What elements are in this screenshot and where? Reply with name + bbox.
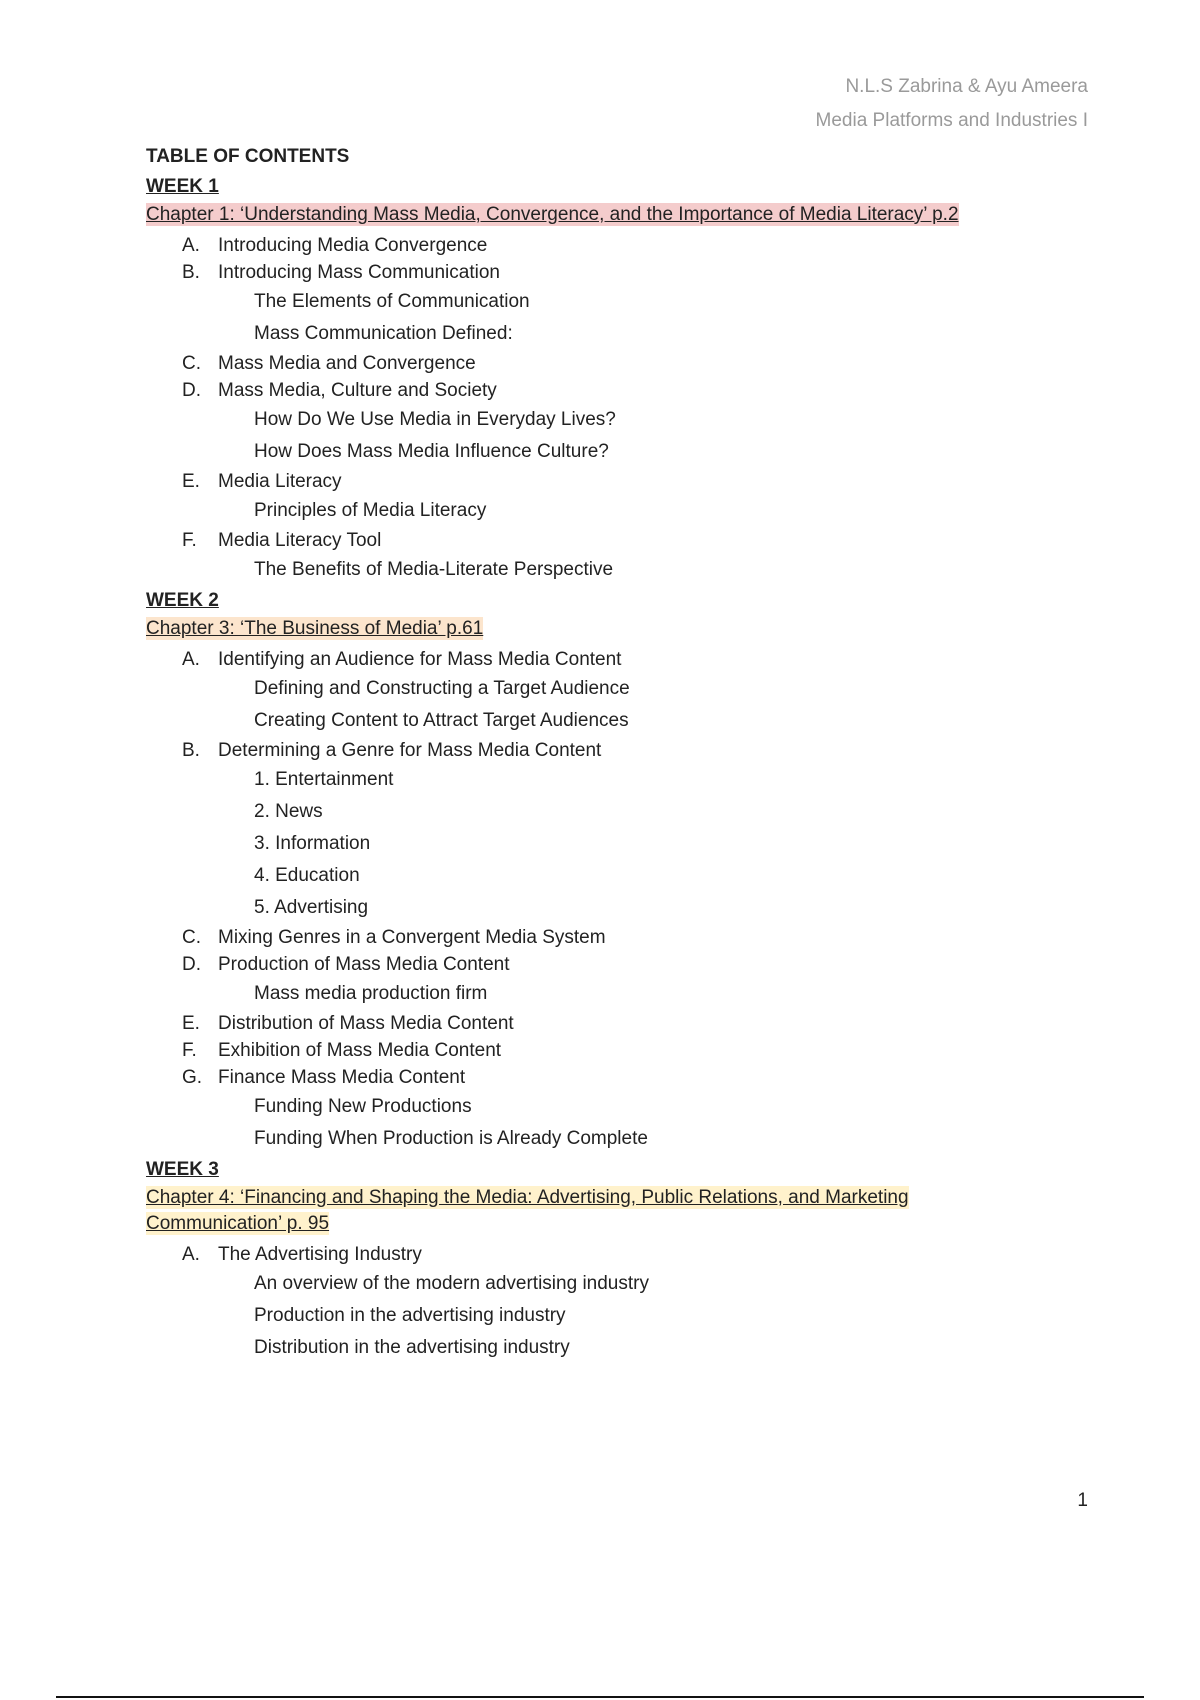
item-label: Production of Mass Media Content	[218, 954, 510, 975]
toc-item[interactable]	[146, 232, 1106, 259]
item-marker: F.	[182, 1040, 197, 1061]
toc-subitem[interactable]: Mass media production firm	[254, 983, 488, 1004]
toc-subitem[interactable]: 2. News	[254, 801, 323, 822]
item-label: Introducing Media Convergence	[218, 235, 488, 256]
toc-item[interactable]	[146, 924, 1106, 951]
toc-item[interactable]	[146, 527, 1106, 554]
toc-subitem[interactable]: An overview of the modern advertising industry	[254, 1273, 649, 1294]
toc-subitem[interactable]: Funding When Production is Already Complete	[254, 1128, 648, 1149]
chapter-1-link-wrap	[146, 202, 1106, 228]
toc-title: TABLE OF CONTENTS	[146, 146, 350, 167]
item-label: Introducing Mass Communication	[218, 262, 500, 283]
week-label: WEEK 2	[146, 590, 219, 611]
toc-item[interactable]	[146, 1064, 1106, 1091]
toc-item[interactable]	[146, 646, 1106, 673]
toc-item[interactable]	[146, 1010, 1106, 1037]
item-label: Mixing Genres in a Convergent Media System	[218, 927, 606, 948]
item-label: The Advertising Industry	[218, 1244, 422, 1265]
chapter-4-link-line-1[interactable]: Chapter 4: ‘Financing and Shaping the Media: Advertising, Public Relations, and Marketing	[146, 1187, 909, 1208]
item-marker: G.	[182, 1067, 203, 1088]
item-label: Finance Mass Media Content	[218, 1067, 466, 1088]
toc-item[interactable]	[146, 468, 1106, 495]
week-3-heading	[146, 1155, 1106, 1185]
chapter-4-link-line-2[interactable]: Communication’ p. 95	[146, 1213, 330, 1234]
toc-item[interactable]	[146, 951, 1106, 978]
toc-subitem[interactable]: 1. Entertainment	[254, 769, 394, 790]
toc-subitem[interactable]: Production in the advertising industry	[254, 1305, 566, 1326]
chapter-3-link[interactable]: Chapter 3: ‘The Business of Media’ p.61	[146, 618, 484, 639]
toc-subitem[interactable]: How Do We Use Media in Everyday Lives?	[254, 409, 616, 430]
item-label: Determining a Genre for Mass Media Content	[218, 740, 602, 761]
toc-subitem[interactable]: Principles of Media Literacy	[254, 500, 487, 521]
item-marker: C.	[182, 927, 201, 948]
toc-item[interactable]	[146, 259, 1106, 286]
item-label: Media Literacy	[218, 471, 342, 492]
page-bottom-divider	[56, 1696, 1144, 1698]
toc-item[interactable]	[146, 350, 1106, 377]
item-marker: D.	[182, 954, 201, 975]
item-label: Mass Media and Convergence	[218, 353, 476, 374]
week-2-heading	[146, 586, 1106, 616]
chapter-1-link[interactable]: Chapter 1: ‘Understanding Mass Media, Convergence, and the Importance of Media Literacy’ p.2	[146, 204, 959, 225]
item-label: Exhibition of Mass Media Content	[218, 1040, 502, 1061]
toc-subitem[interactable]: How Does Mass Media Influence Culture?	[254, 441, 609, 462]
item-label: Media Literacy Tool	[218, 530, 382, 551]
toc-item[interactable]	[146, 377, 1106, 404]
toc-subitem[interactable]: Funding New Productions	[254, 1096, 472, 1117]
page-header	[816, 70, 1088, 138]
toc-subitem[interactable]: The Benefits of Media-Literate Perspective	[254, 559, 614, 580]
week-1-heading	[146, 172, 1106, 202]
chapter-3-link-wrap	[146, 616, 1106, 642]
item-marker: E.	[182, 1013, 200, 1034]
toc-subitem[interactable]: The Elements of Communication	[254, 291, 530, 312]
header-course: Media Platforms and Industries I	[815, 110, 1088, 131]
toc-subitem[interactable]: 4. Education	[254, 865, 360, 886]
item-marker: A.	[182, 235, 200, 256]
toc-subitem[interactable]: Distribution in the advertising industry	[254, 1337, 570, 1358]
page-number: 1	[1077, 1490, 1088, 1511]
toc-subitem[interactable]: Defining and Constructing a Target Audience	[254, 678, 630, 699]
toc-item[interactable]	[146, 737, 1106, 764]
item-label: Distribution of Mass Media Content	[218, 1013, 514, 1034]
toc-subitem[interactable]: Creating Content to Attract Target Audiences	[254, 710, 629, 731]
header-authors: N.L.S Zabrina & Ayu Ameera	[845, 76, 1088, 97]
item-marker: B.	[182, 740, 200, 761]
week-label: WEEK 3	[146, 1159, 219, 1180]
toc-item[interactable]	[146, 1037, 1106, 1064]
item-marker: B.	[182, 262, 200, 283]
chapter-4-link-wrap	[146, 1185, 1106, 1237]
item-label: Mass Media, Culture and Society	[218, 380, 497, 401]
item-marker: C.	[182, 353, 201, 374]
toc-item[interactable]	[146, 1241, 1106, 1268]
toc-subitem[interactable]: 5. Advertising	[254, 897, 369, 918]
item-marker: A.	[182, 649, 200, 670]
item-marker: E.	[182, 471, 200, 492]
table-of-contents	[146, 142, 1106, 1364]
item-label: Identifying an Audience for Mass Media Content	[218, 649, 622, 670]
item-marker: D.	[182, 380, 201, 401]
toc-subitem[interactable]: Mass Communication Defined:	[254, 323, 513, 344]
toc-subitem[interactable]: 3. Information	[254, 833, 371, 854]
week-label: WEEK 1	[146, 176, 219, 197]
item-marker: F.	[182, 530, 197, 551]
item-marker: A.	[182, 1244, 200, 1265]
